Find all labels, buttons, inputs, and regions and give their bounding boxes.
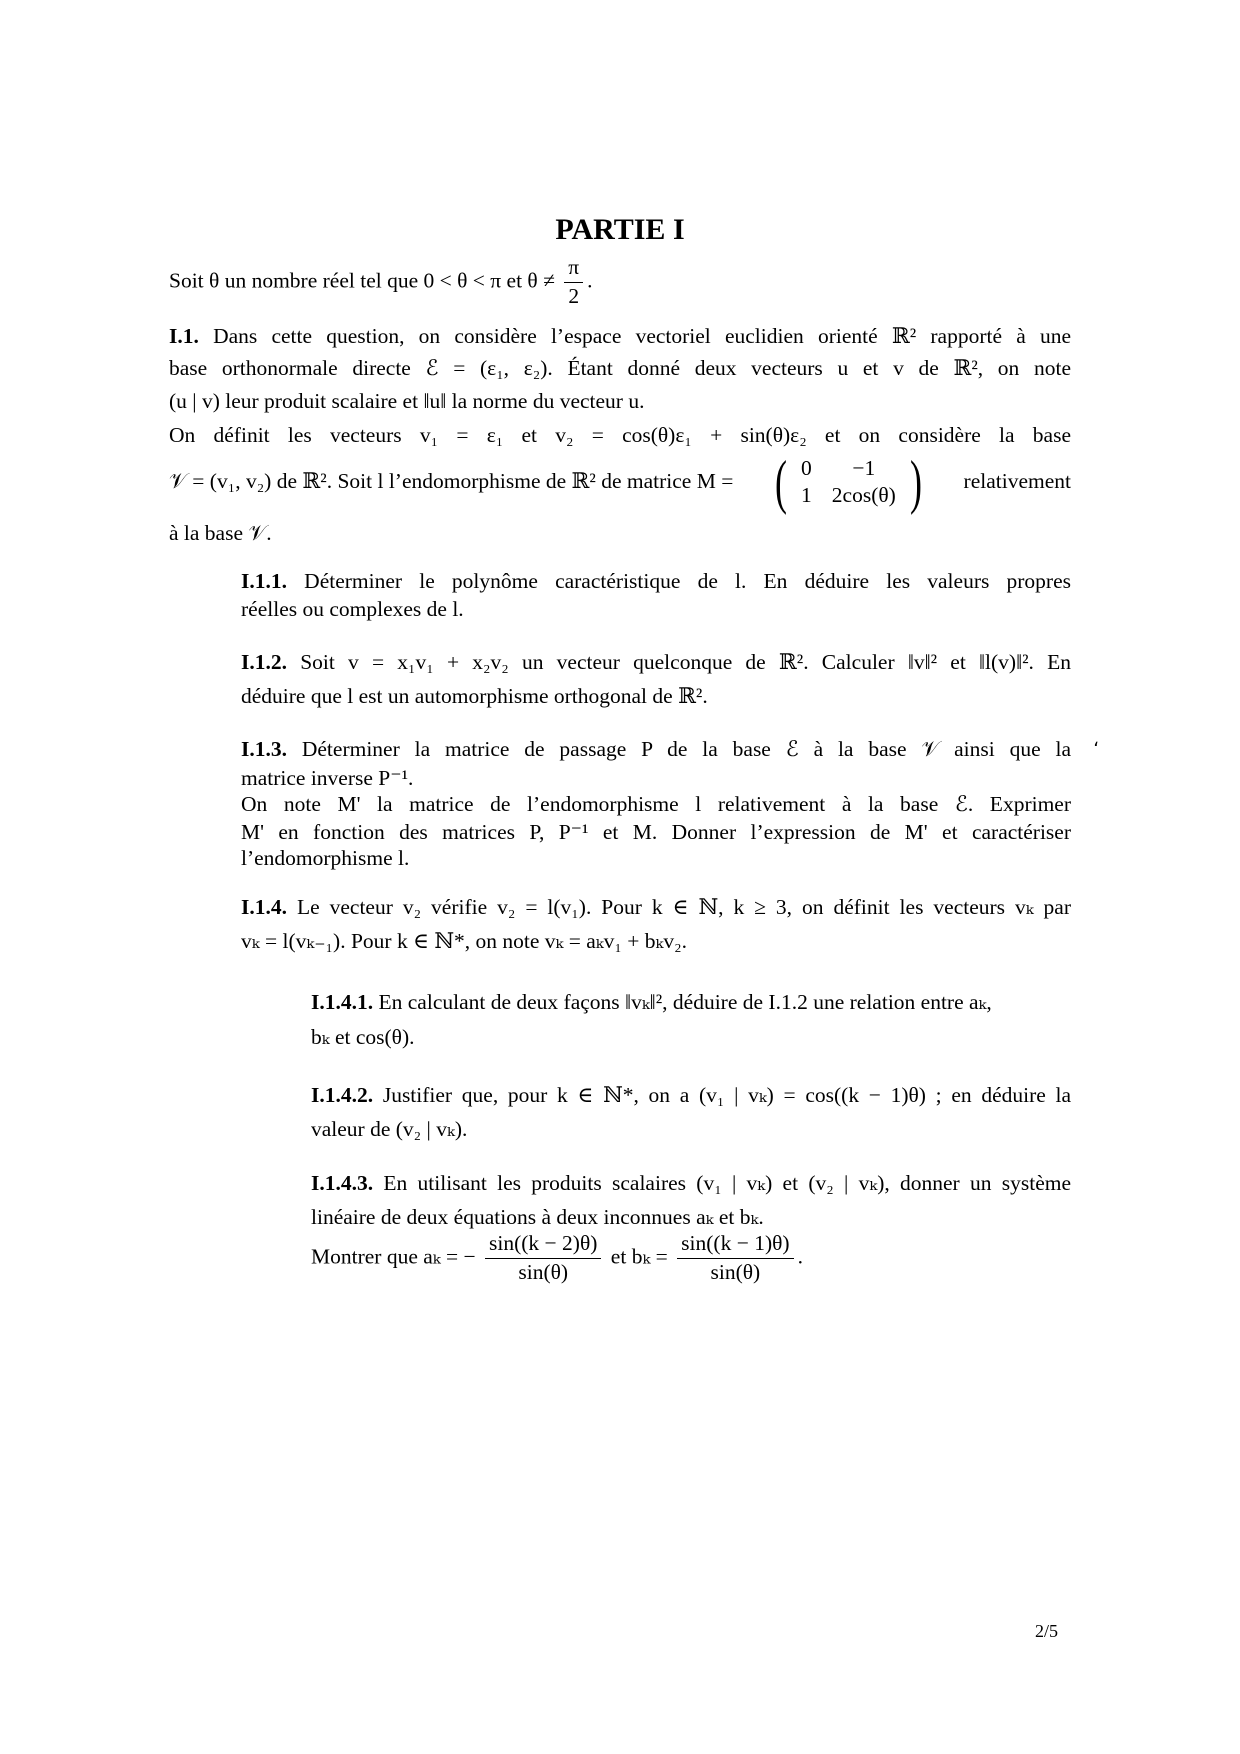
fraction-numerator: sin((k − 2)θ)	[485, 1230, 601, 1259]
q113-label: I.1.3.	[241, 737, 287, 761]
q1-label: I.1.	[169, 324, 199, 348]
q1142-line2: valeur de (v₂ | vₖ).	[311, 1117, 468, 1141]
q1142-label: I.1.4.2.	[311, 1083, 374, 1107]
q113-line2: matrice inverse P⁻¹.	[241, 766, 414, 790]
matrix-cell: 0	[801, 456, 812, 481]
q1142-line1	[311, 1080, 1071, 1111]
q1-line6: à la base 𝒱.	[169, 521, 272, 545]
q111-line2: réelles ou complexes de l.	[241, 597, 464, 621]
page-number: 2/5	[1035, 1621, 1059, 1641]
q113-text1: Déterminer la matrice de passage P de la base ℰ à la base 𝒱 ainsi que la	[301, 737, 1071, 761]
q114-label: I.1.4.	[241, 895, 287, 919]
pi-over-two-fraction	[564, 254, 583, 311]
q1-line1	[169, 321, 1071, 352]
q113-line4: M' en fonction des matrices P, P⁻¹ et M. Donner l’expression de M' et caractériser	[241, 820, 1071, 844]
q1-line2: base orthonormale directe ℰ = (ε₁, ε₂). Étant donné deux vecteurs u et v de ℝ², on note	[169, 356, 1071, 380]
q1-line5-end: relativement	[963, 469, 1071, 494]
q113-line3: On note M' la matrice de l’endomorphisme l relativement à la base ℰ. Exprimer	[241, 792, 1071, 816]
q1143-line3	[311, 1230, 1071, 1287]
q111-text1: Déterminer le polynôme caractéristique de l. En déduire les valeurs propres	[304, 569, 1071, 593]
q111-line1	[241, 566, 1071, 597]
fraction-denominator: sin(θ)	[710, 1259, 761, 1284]
fraction-numerator: sin((k − 1)θ)	[677, 1230, 793, 1259]
q1141-line1	[311, 987, 1071, 1018]
q114-text1: Le vecteur v₂ vérifie v₂ = l(v₁). Pour k ∈ ℕ, k ≥ 3, on définit les vecteurs vₖ par	[296, 895, 1072, 919]
intro-end: .	[587, 268, 593, 293]
matrix-cell: 1	[801, 483, 812, 507]
q1143-text3c: .	[797, 1244, 803, 1269]
q1143-text1: En utilisant les produits scalaires (v₁ | vₖ) et (v₂ | vₖ), donner un système	[383, 1171, 1072, 1195]
fraction-denominator: 2	[568, 283, 580, 308]
q1143-text3a: Montrer que aₖ = −	[311, 1244, 476, 1269]
q1-line3: (u | v) leur produit scalaire et ‖u‖ la norme du vecteur u.	[169, 389, 645, 413]
q111-label: I.1.1.	[241, 569, 287, 593]
q1-line4: On définit les vecteurs v₁ = ε₁ et v₂ = cos(θ)ε₁ + sin(θ)ε₂ et on considère la base	[169, 423, 1071, 447]
q1141-text1: En calculant de deux façons ‖vₖ‖², déduire de I.1.2 une relation entre aₖ,	[378, 990, 992, 1014]
stray-mark: ،	[1093, 730, 1099, 750]
a-k-fraction	[485, 1230, 601, 1287]
q113-line5: l’endomorphisme l.	[241, 846, 410, 870]
q1143-line2: linéaire de deux équations à deux inconnues aₖ et bₖ.	[311, 1205, 764, 1229]
right-parenthesis: )	[909, 449, 922, 515]
matrix-M-body	[791, 455, 906, 509]
q1143-text3b: et bₖ =	[610, 1244, 668, 1269]
intro-statement	[169, 254, 1071, 311]
q114-line1	[241, 892, 1071, 923]
q112-text1: Soit v = x₁v₁ + x₂v₂ un vecteur quelconque de ℝ². Calculer ‖v‖² et ‖l(v)‖². En	[300, 650, 1071, 674]
b-k-fraction	[677, 1230, 793, 1287]
q112-line1	[241, 647, 1071, 678]
matrix-cell: −1	[852, 456, 876, 481]
q1143-line1	[311, 1168, 1071, 1199]
fraction-denominator: sin(θ)	[518, 1259, 569, 1284]
fraction-numerator: π	[564, 254, 583, 283]
q113-line1	[241, 734, 1071, 765]
q114-line2: vₖ = l(vₖ₋₁). Pour k ∈ ℕ*, on note vₖ = aₖv₁ + bₖv₂.	[241, 929, 687, 953]
q1141-line2: bₖ et cos(θ).	[311, 1025, 415, 1049]
q1141-label: I.1.4.1.	[311, 990, 374, 1014]
q112-label: I.1.2.	[241, 650, 287, 674]
page-title: PARTIE I	[555, 213, 685, 246]
q1143-label: I.1.4.3.	[311, 1171, 374, 1195]
left-parenthesis: (	[775, 449, 788, 515]
q1142-text1: Justifier que, pour k ∈ ℕ*, on a (v₁ | vₖ) = cos((k − 1)θ) ; en déduire la	[382, 1083, 1072, 1107]
q112-line2: déduire que l est un automorphisme orthogonal de ℝ².	[241, 684, 708, 708]
q1-line5	[169, 449, 1071, 515]
matrix-M	[771, 449, 926, 515]
q1-text1: Dans cette question, on considère l’espace vectoriel euclidien orienté ℝ² rapporté à une	[213, 324, 1071, 348]
q1-line5-text: 𝒱 = (v₁, v₂) de ℝ². Soit l l’endomorphisme de ℝ² de matrice M =	[169, 469, 734, 494]
intro-text: Soit θ un nombre réel tel que 0 < θ < π et θ ≠	[169, 268, 555, 293]
matrix-cell: 2cos(θ)	[831, 483, 896, 507]
